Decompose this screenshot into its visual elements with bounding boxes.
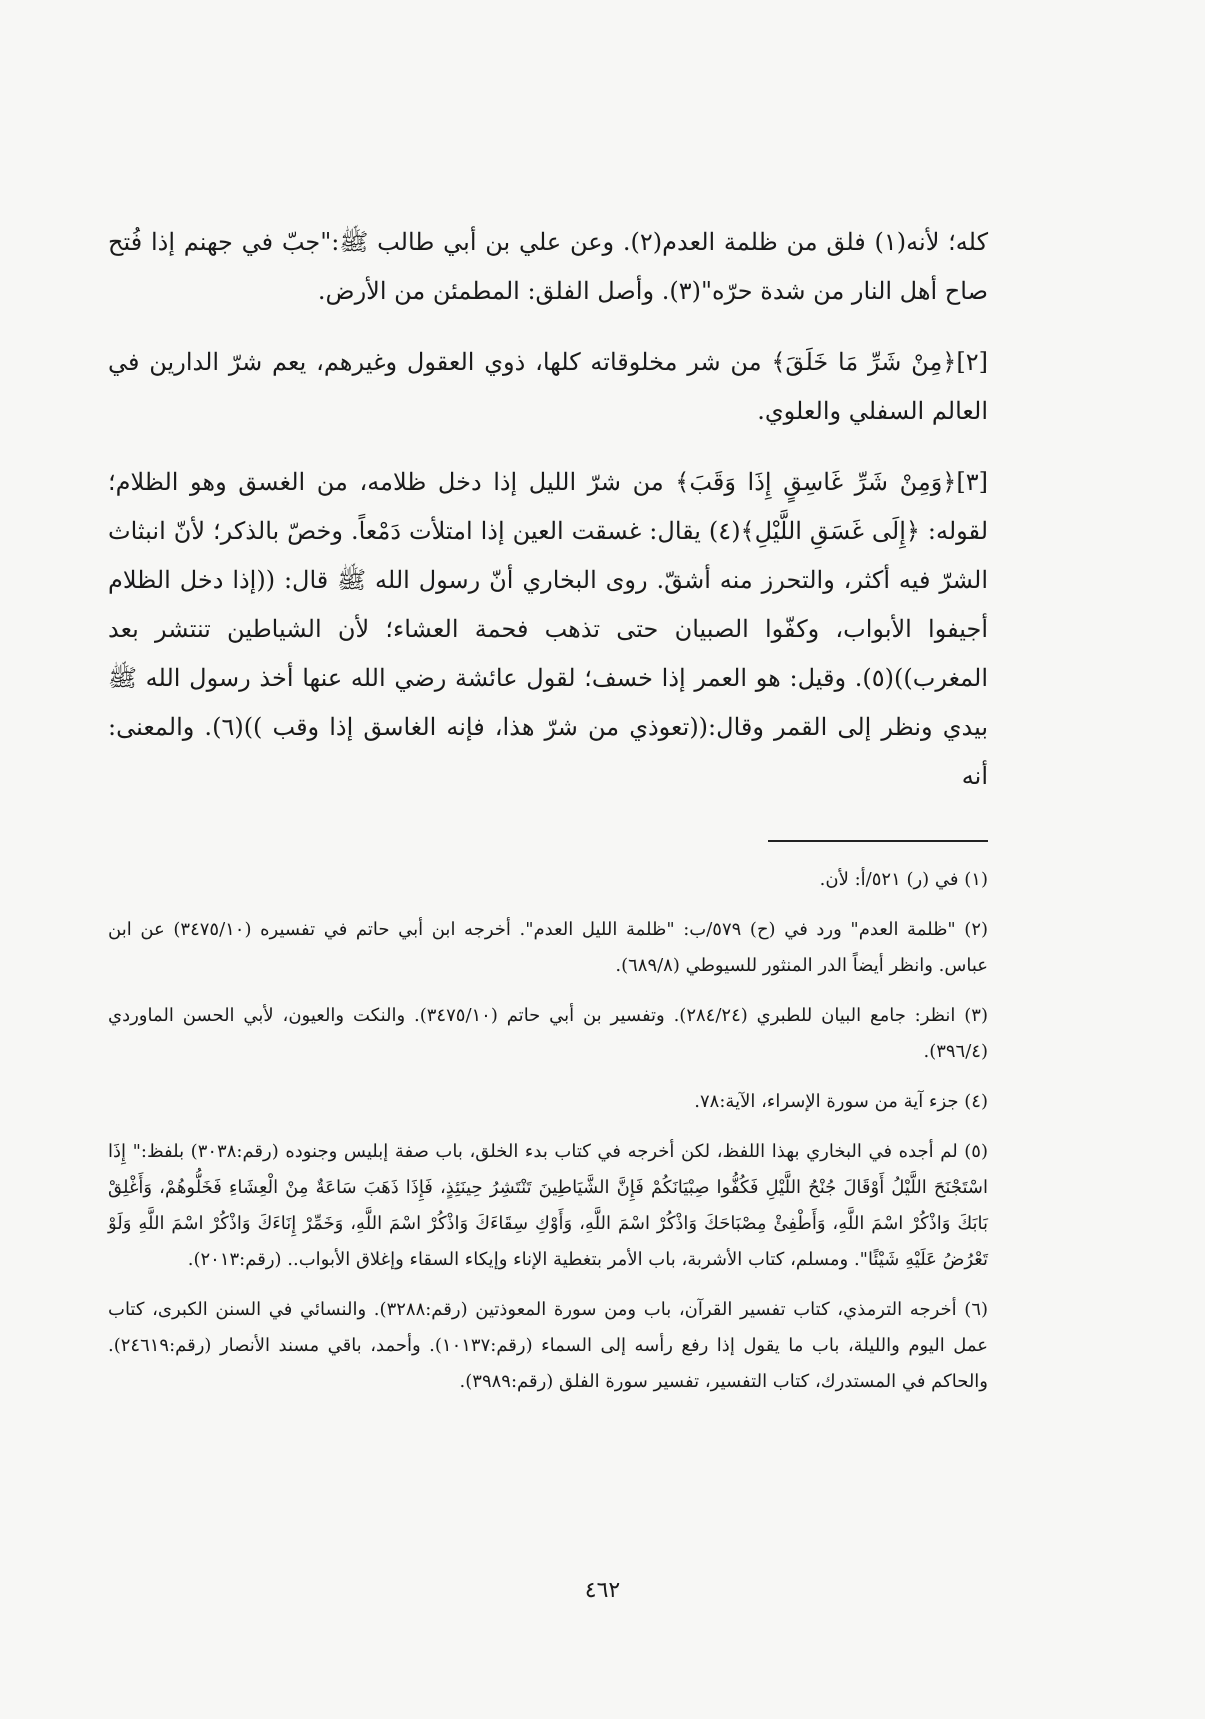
paragraph-3: [٣]﴿وَمِنْ شَرِّ غَاسِقٍ إِذَا وَقَبَ﴾ من شرّ الليل إذا دخل ظلامه، من الغسق وهو الظلام؛ لقوله: ﴿إِلَى غَسَقِ اللَّيْلِ﴾(٤) يقال: غسقت العين إذا امتلأت دَمْعاً. وخصّ بالذكر؛ لأنّ انبثاث الشرّ فيه أكثر، والتحرز منه أشقّ. روى البخاري أنّ رسول الله ﷺ قال: ((إذا دخل الظلام أجيفوا الأبواب، وكفّوا الصبيان حتى تذهب فحمة العشاء؛ لأن الشياطين تنتشر بعد المغرب))(٥). وقيل: هو العمر إذا خسف؛ لقول عائشة رضي الله عنها أخذ رسول الله ﷺ بيدي ونظر إلى القمر وقال:((تعوذي من شرّ هذا، فإنه الغاسق إذا وقب ))(٦). والمعنى: أنه bbox=[108, 468, 989, 790]
main-text bbox=[108, 218, 988, 823]
footnote-separator bbox=[768, 840, 988, 842]
footnotes bbox=[108, 862, 988, 1414]
footnote-2: (٢) "ظلمة العدم" ورد في (ح) ٥٧٩/ب: "ظلمة الليل العدم". أخرجه ابن أبي حاتم في تفسيره (٣٤٧٥/١٠) عن ابن عباس. وانظر أيضاً الدر المنثور للسيوطي (٦٨٩/٨). bbox=[108, 919, 989, 976]
page-number: ٤٦٢ bbox=[584, 1578, 621, 1603]
footnote-6: (٦) أخرجه الترمذي، كتاب تفسير القرآن، باب ومن سورة المعوذتين (رقم:٣٢٨٨). والنسائي في السنن الكبرى، كتاب عمل اليوم والليلة، باب ما يقول إذا رفع رأسه إلى السماء (رقم:١٠١٣٧). وأحمد، باقي مسند الأنصار (رقم:٢٤٦١٩). والحاكم في المستدرك، كتاب التفسير، تفسير سورة الفلق (رقم:٣٩٨٩). bbox=[108, 1299, 989, 1392]
paragraph-1: كله؛ لأنه(١) فلق من ظلمة العدم(٢). وعن علي بن أبي طالب ﷺ:"جبّ في جهنم إذا فُتح صاح أهل النار من شدة حرّه"(٣). وأصل الفلق: المطمئن من الأرض. bbox=[108, 228, 989, 305]
footnote-4: (٤) جزء آية من سورة الإسراء، الآية:٧٨. bbox=[694, 1091, 988, 1112]
footnote-1: (١) في (ر) ٥٢١/أ: لأن. bbox=[819, 869, 988, 890]
footnote-5: (٥) لم أجده في البخاري بهذا اللفظ، لكن أخرجه في كتاب بدء الخلق، باب صفة إبليس وجنوده (رقم:٣٠٣٨) بلفظ:" إِذَا اسْتَجْنَحَ اللَّيْلُ أَوْقَالَ جُنْحُ اللَّيْلِ فَكُفُّوا صِبْيَانَكُمْ فَإِنَّ الشَّيَاطِينَ تَنْتَشِرُ حِينَئِذٍ، فَإِذَا ذَهَبَ سَاعَةٌ مِنْ الْعِشَاءِ فَخَلُّوهُمْ، وَأَغْلِقْ بَابَكَ وَاذْكُرْ اسْمَ اللَّهِ، وَأَطْفِئْ مِصْبَاحَكَ وَاذْكُرْ اسْمَ اللَّهِ، وَأَوْكِ سِقَاءَكَ وَاذْكُرْ اسْمَ اللَّهِ، وَخَمِّرْ إِنَاءَكَ وَاذْكُرْ اسْمَ اللَّهِ وَلَوْ تَعْرُضُ عَلَيْهِ شَيْئًا". ومسلم، كتاب الأشربة، باب الأمر بتغطية الإناء وإيكاء السقاء وإغلاق الأبواب.. (رقم:٢٠١٣). bbox=[108, 1141, 988, 1270]
footnote-3: (٣) انظر: جامع البيان للطبري (٢٨٤/٢٤). وتفسير بن أبي حاتم (٣٤٧٥/١٠). والنكت والعيون، لأبي الحسن الماوردي (٣٩٦/٤). bbox=[108, 1005, 988, 1062]
paragraph-2: [٢]﴿مِنْ شَرِّ مَا خَلَقَ﴾ من شر مخلوقاته كلها، ذوي العقول وغيرهم، يعم شرّ الدارين في العالم السفلي والعلوي. bbox=[108, 348, 988, 425]
